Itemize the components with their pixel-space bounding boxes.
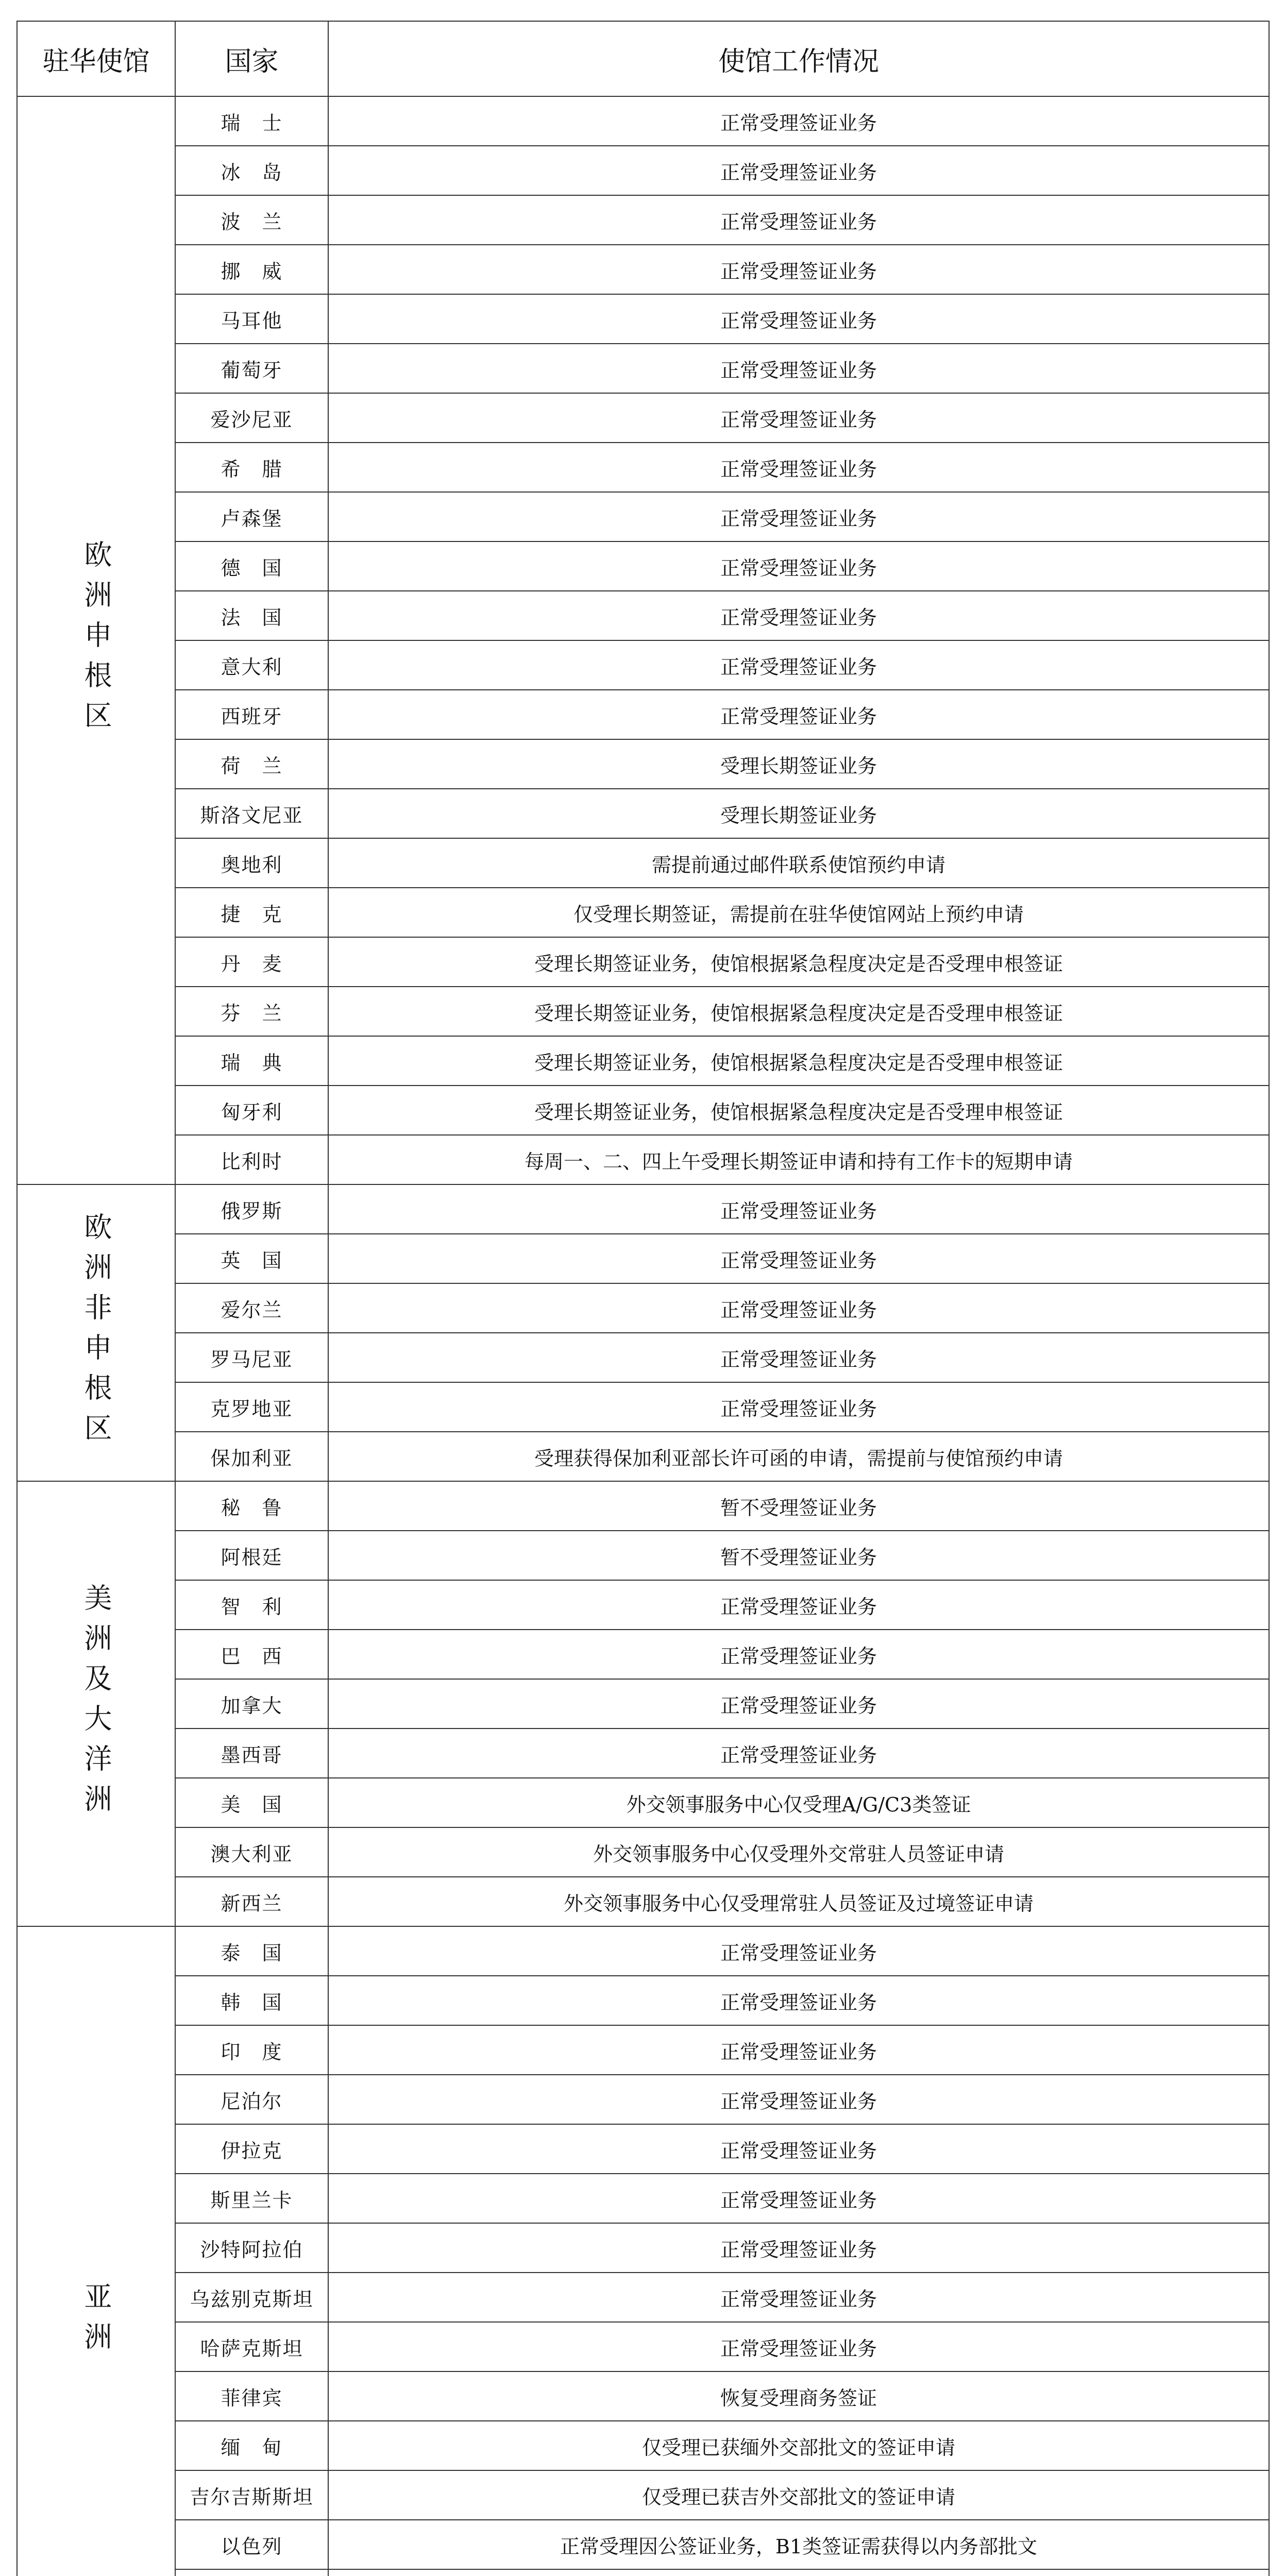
table-row	[17, 1432, 1269, 1481]
country-cell: 捷 克	[175, 888, 328, 937]
status-cell: 正常受理签证业务	[328, 1382, 1269, 1432]
status-cell: 正常受理签证业务	[328, 541, 1269, 591]
status-cell: 受理长期签证业务，使馆根据紧急程度决定是否受理申根签证	[328, 1086, 1269, 1135]
country-cell: 秘 鲁	[175, 1481, 328, 1531]
status-cell: 正常受理签证业务	[328, 1926, 1269, 1976]
country-cell: 意大利	[175, 640, 328, 690]
table-row	[17, 1926, 1269, 1976]
table-row	[17, 1283, 1269, 1333]
country-cell: 罗马尼亚	[175, 1333, 328, 1382]
table-row	[17, 1580, 1269, 1630]
country-cell: 以色列	[175, 2520, 328, 2569]
country-cell: 墨西哥	[175, 1728, 328, 1778]
country-cell: 巴 西	[175, 1630, 328, 1679]
table-row	[17, 739, 1269, 789]
status-cell: 正常受理签证业务	[328, 1234, 1269, 1283]
table-row	[17, 591, 1269, 640]
status-cell: 正常受理签证业务	[328, 245, 1269, 294]
country-cell: 芬 兰	[175, 987, 328, 1036]
table-row	[17, 2371, 1269, 2421]
table-row	[17, 1976, 1269, 2025]
country-cell: 波 兰	[175, 195, 328, 245]
country-cell: 俄罗斯	[175, 1184, 328, 1234]
country-cell: 瑞 典	[175, 1036, 328, 1086]
table-row	[17, 2025, 1269, 2075]
country-cell: 印 度	[175, 2025, 328, 2075]
header-region: 驻华使馆	[17, 21, 175, 96]
status-cell: 正常受理签证业务	[328, 2322, 1269, 2371]
table-row	[17, 2569, 1269, 2576]
status-cell: 正常受理签证业务	[328, 294, 1269, 344]
status-cell: 外交领事服务中心仅受理外交常驻人员签证申请	[328, 1827, 1269, 1877]
header-status: 使馆工作情况	[328, 21, 1269, 96]
country-cell: 哈萨克斯坦	[175, 2322, 328, 2371]
table-row	[17, 294, 1269, 344]
table-row	[17, 1333, 1269, 1382]
status-cell: 正常受理签证业务	[328, 443, 1269, 492]
status-cell: 正常受理签证业务	[328, 344, 1269, 393]
table-row	[17, 146, 1269, 195]
table-row	[17, 96, 1269, 146]
status-cell: 需提前通过邮件联系使馆预约申请	[328, 838, 1269, 888]
status-cell: 正常受理签证业务	[328, 2273, 1269, 2322]
status-cell: 正常受理签证业务	[328, 1630, 1269, 1679]
status-cell: 正常受理签证业务	[328, 690, 1269, 739]
table-row	[17, 443, 1269, 492]
country-cell	[175, 2569, 328, 2576]
status-cell: 受理长期签证业务，使馆根据紧急程度决定是否受理申根签证	[328, 987, 1269, 1036]
country-cell: 智 利	[175, 1580, 328, 1630]
table-row	[17, 2223, 1269, 2273]
status-cell: 每周一、二、四上午受理长期签证申请和持有工作卡的短期申请	[328, 1135, 1269, 1184]
table-row	[17, 344, 1269, 393]
status-cell: 正常受理签证业务	[328, 640, 1269, 690]
table-row	[17, 2421, 1269, 2470]
table-row	[17, 1036, 1269, 1086]
country-cell: 加拿大	[175, 1679, 328, 1728]
country-cell: 德 国	[175, 541, 328, 591]
table-row	[17, 1630, 1269, 1679]
country-cell: 美 国	[175, 1778, 328, 1827]
status-cell: 正常受理因公签证业务，B1类签证需获得以内务部批文	[328, 2520, 1269, 2569]
country-cell: 匈牙利	[175, 1086, 328, 1135]
table-row	[17, 2075, 1269, 2124]
country-cell: 奥地利	[175, 838, 328, 888]
country-cell: 尼泊尔	[175, 2075, 328, 2124]
country-cell: 爱沙尼亚	[175, 393, 328, 443]
country-cell: 泰 国	[175, 1926, 328, 1976]
table-row	[17, 1877, 1269, 1926]
table-row	[17, 245, 1269, 294]
table-row	[17, 1382, 1269, 1432]
table-row	[17, 1234, 1269, 1283]
status-cell: 正常受理签证业务	[328, 1283, 1269, 1333]
table-row	[17, 937, 1269, 987]
status-cell: 受理获得保加利亚部长许可函的申请，需提前与使馆预约申请	[328, 1432, 1269, 1481]
table-row	[17, 1778, 1269, 1827]
status-cell: 外交领事服务中心仅受理A/G/C3类签证	[328, 1778, 1269, 1827]
table-row	[17, 888, 1269, 937]
country-cell: 丹 麦	[175, 937, 328, 987]
status-cell: 暂不受理签证业务	[328, 1481, 1269, 1531]
country-cell: 英 国	[175, 1234, 328, 1283]
country-cell: 荷 兰	[175, 739, 328, 789]
country-cell: 沙特阿拉伯	[175, 2223, 328, 2273]
table-row	[17, 492, 1269, 541]
status-cell: 正常受理签证业务	[328, 1976, 1269, 2025]
table-row	[17, 2470, 1269, 2520]
country-cell: 卢森堡	[175, 492, 328, 541]
table-row	[17, 2124, 1269, 2174]
table-row	[17, 690, 1269, 739]
table-row	[17, 2273, 1269, 2322]
status-cell: 正常受理签证业务	[328, 195, 1269, 245]
country-cell: 阿根廷	[175, 1531, 328, 1580]
status-cell: 正常受理签证业务	[328, 2223, 1269, 2273]
header-row	[17, 21, 1269, 96]
table-row	[17, 1531, 1269, 1580]
country-cell: 保加利亚	[175, 1432, 328, 1481]
country-cell: 乌兹别克斯坦	[175, 2273, 328, 2322]
table-row	[17, 1679, 1269, 1728]
country-cell: 马耳他	[175, 294, 328, 344]
table-row	[17, 1481, 1269, 1531]
country-cell: 比利时	[175, 1135, 328, 1184]
embassy-visa-table	[16, 21, 1270, 2576]
table-row	[17, 2322, 1269, 2371]
status-cell: 仅受理长期签证，需提前在驻华使馆网站上预约申请	[328, 888, 1269, 937]
status-cell: 受理长期签证业务，使馆根据紧急程度决定是否受理申根签证	[328, 1036, 1269, 1086]
table-row	[17, 2520, 1269, 2569]
table-row	[17, 2174, 1269, 2223]
status-cell: 正常受理签证业务	[328, 2124, 1269, 2174]
status-cell: 正常受理签证业务	[328, 393, 1269, 443]
status-cell: 受理长期签证业务	[328, 739, 1269, 789]
status-cell: 恢复受理商务签证	[328, 2371, 1269, 2421]
country-cell: 斯里兰卡	[175, 2174, 328, 2223]
table-row	[17, 1728, 1269, 1778]
country-cell: 爱尔兰	[175, 1283, 328, 1333]
status-cell: 正常受理签证业务	[328, 2075, 1269, 2124]
region-cell: 亚洲	[17, 1926, 175, 2576]
region-cell: 美洲及大洋洲	[17, 1481, 175, 1926]
status-cell: 正常受理签证业务	[328, 96, 1269, 146]
status-cell: 正常受理签证业务	[328, 1728, 1269, 1778]
table-row	[17, 838, 1269, 888]
region-cell: 欧洲非申根区	[17, 1184, 175, 1481]
country-cell: 伊拉克	[175, 2124, 328, 2174]
table-row	[17, 393, 1269, 443]
country-cell: 新西兰	[175, 1877, 328, 1926]
country-cell: 希 腊	[175, 443, 328, 492]
status-cell: 正常受理签证业务	[328, 1580, 1269, 1630]
country-cell: 葡萄牙	[175, 344, 328, 393]
country-cell: 克罗地亚	[175, 1382, 328, 1432]
status-cell: 仅受理已获缅外交部批文的签证申请	[328, 2421, 1269, 2470]
status-cell: 正常受理签证业务	[328, 1333, 1269, 1382]
table-row	[17, 1086, 1269, 1135]
status-cell: 正常受理签证业务	[328, 1184, 1269, 1234]
status-cell: 正常受理签证业务	[328, 2174, 1269, 2223]
header-country: 国家	[175, 21, 328, 96]
status-cell: 仅受理已获吉外交部批文的签证申请	[328, 2470, 1269, 2520]
table-row	[17, 1184, 1269, 1234]
status-cell: 受理长期签证业务，使馆根据紧急程度决定是否受理申根签证	[328, 937, 1269, 987]
country-cell: 西班牙	[175, 690, 328, 739]
table-row	[17, 789, 1269, 838]
country-cell: 瑞 士	[175, 96, 328, 146]
country-cell: 菲律宾	[175, 2371, 328, 2421]
status-cell	[328, 2569, 1269, 2576]
country-cell: 斯洛文尼亚	[175, 789, 328, 838]
country-cell: 韩 国	[175, 1976, 328, 2025]
table-row	[17, 1135, 1269, 1184]
region-cell: 欧洲申根区	[17, 96, 175, 1184]
country-cell: 缅 甸	[175, 2421, 328, 2470]
status-cell: 正常受理签证业务	[328, 1679, 1269, 1728]
table-row	[17, 195, 1269, 245]
country-cell: 澳大利亚	[175, 1827, 328, 1877]
country-cell: 吉尔吉斯斯坦	[175, 2470, 328, 2520]
status-cell: 正常受理签证业务	[328, 146, 1269, 195]
table-row	[17, 1827, 1269, 1877]
status-cell: 暂不受理签证业务	[328, 1531, 1269, 1580]
country-cell: 挪 威	[175, 245, 328, 294]
country-cell: 法 国	[175, 591, 328, 640]
table-row	[17, 640, 1269, 690]
status-cell: 受理长期签证业务	[328, 789, 1269, 838]
status-cell: 正常受理签证业务	[328, 591, 1269, 640]
table-row	[17, 541, 1269, 591]
status-cell: 外交领事服务中心仅受理常驻人员签证及过境签证申请	[328, 1877, 1269, 1926]
table-row	[17, 987, 1269, 1036]
country-cell: 冰 岛	[175, 146, 328, 195]
status-cell: 正常受理签证业务	[328, 492, 1269, 541]
status-cell: 正常受理签证业务	[328, 2025, 1269, 2075]
